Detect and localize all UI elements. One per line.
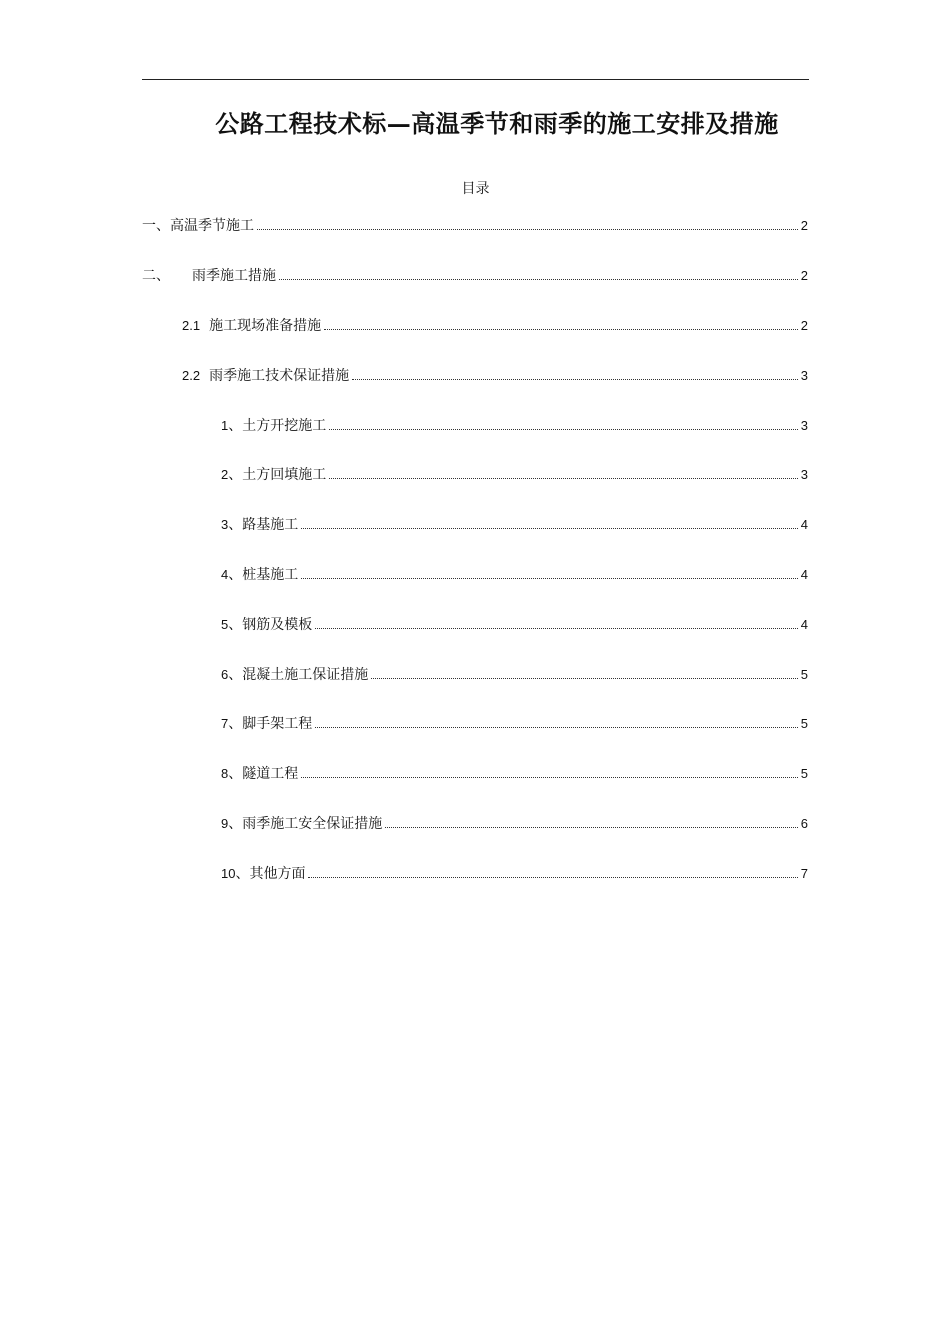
toc-entry-3-5[interactable] — [221, 616, 808, 634]
toc-entry-label — [221, 566, 298, 584]
toc-entry-text: 、钢筋及模板 — [228, 617, 313, 633]
toc-page-number: 3 — [800, 418, 808, 433]
toc-page-number: 3 — [800, 368, 808, 383]
toc-entry-3-4[interactable] — [221, 566, 808, 584]
toc-page-number: 5 — [800, 667, 808, 682]
toc-entry-2[interactable] — [142, 267, 808, 285]
toc-entry-3-10[interactable] — [221, 865, 808, 883]
toc-entry-label — [221, 466, 326, 484]
toc-leader-dots — [324, 329, 798, 330]
toc-entry-label — [221, 715, 312, 733]
toc-page-number: 4 — [800, 567, 808, 582]
document-title: 公路工程技术标—高温季节和雨季的施工安排及措施 — [215, 109, 779, 138]
toc-entry-label — [221, 765, 298, 783]
toc-entry-number: 3 — [221, 517, 229, 532]
toc-entry-3-2[interactable] — [221, 466, 808, 484]
toc-leader-dots — [352, 379, 798, 380]
toc-leader-dots — [301, 777, 798, 778]
toc-page-number: 4 — [800, 517, 808, 532]
toc-leader-dots — [329, 478, 798, 479]
toc-page-number: 4 — [800, 617, 808, 632]
toc-entry-text: 、隧道工程 — [228, 766, 299, 782]
toc-leader-dots — [315, 727, 798, 728]
toc-leader-dots — [301, 528, 798, 529]
toc-entry-label — [182, 367, 349, 385]
toc-entry-number: 8 — [221, 766, 229, 781]
header-rule — [142, 79, 809, 80]
toc-entry-number: 10 — [221, 866, 236, 881]
toc-entry-text: 施工现场准备措施 — [209, 318, 322, 334]
toc-entry-3-3[interactable] — [221, 516, 808, 534]
toc-page-number: 5 — [800, 766, 808, 781]
toc-entry-label — [221, 666, 368, 684]
toc-page-number: 2 — [800, 318, 808, 333]
toc-leader-dots — [279, 279, 798, 280]
toc-entry-text: 雨季施工措施 — [192, 268, 276, 284]
toc-leader-dots — [371, 678, 798, 679]
toc-page-number: 3 — [800, 467, 808, 482]
toc-entry-3-1[interactable] — [221, 417, 808, 435]
toc-entry-text: 、土方开挖施工 — [228, 418, 327, 434]
toc-entry-text: 、其他方面 — [235, 866, 306, 882]
toc-leader-dots — [308, 877, 797, 878]
toc-entry-number: 1 — [221, 418, 229, 433]
toc-page-number: 7 — [800, 866, 808, 881]
toc-entry-label — [221, 417, 326, 435]
toc-entry-number: 2.2 — [182, 368, 201, 383]
toc-leader-dots — [315, 628, 798, 629]
toc-entry-3-6[interactable] — [221, 666, 808, 684]
toc-leader-dots — [257, 229, 798, 230]
toc-entry-number: 5 — [221, 617, 229, 632]
toc-page-number: 2 — [800, 218, 808, 233]
toc-entry-label: 一、高温季节施工 — [142, 218, 254, 234]
toc-entry-2-2[interactable] — [182, 367, 808, 385]
toc-page-number: 2 — [800, 268, 808, 283]
toc-page-number: 5 — [800, 716, 808, 731]
toc-entry-label — [182, 317, 321, 335]
toc-entry-3-8[interactable] — [221, 765, 808, 783]
toc-leader-dots — [329, 429, 798, 430]
toc-entry-text: 、雨季施工安全保证措施 — [228, 816, 383, 832]
toc-entry-text: 雨季施工技术保证措施 — [209, 368, 350, 384]
toc-entry-text: 、土方回填施工 — [228, 467, 327, 483]
toc-entry-number: 2.1 — [182, 318, 201, 333]
toc-entry-label — [221, 865, 305, 883]
toc-page-number: 6 — [800, 816, 808, 831]
toc-entry-1[interactable] — [142, 217, 808, 235]
toc-entry-3-9[interactable] — [221, 815, 808, 833]
toc-heading: 目录 — [461, 181, 490, 197]
toc-leader-dots — [385, 827, 798, 828]
toc-entry-number: 2 — [221, 467, 229, 482]
toc-entry-2-1[interactable] — [182, 317, 808, 335]
toc-entry-text: 、脚手架工程 — [228, 716, 313, 732]
toc-entry-text: 、桩基施工 — [228, 567, 299, 583]
toc-entry-number: 9 — [221, 816, 229, 831]
toc-entry-label — [221, 616, 312, 634]
toc-entry-label — [142, 267, 276, 285]
toc-entry-number: 7 — [221, 716, 229, 731]
toc-entry-prefix: 二、 — [142, 268, 170, 284]
toc-entry-text: 、混凝土施工保证措施 — [228, 667, 369, 683]
toc-leader-dots — [301, 578, 798, 579]
toc-entry-number: 4 — [221, 567, 229, 582]
toc-entry-3-7[interactable] — [221, 715, 808, 733]
toc-entry-text: 、路基施工 — [228, 517, 299, 533]
toc-entry-label — [221, 815, 382, 833]
toc-entry-label — [221, 516, 298, 534]
toc-entry-number: 6 — [221, 667, 229, 682]
